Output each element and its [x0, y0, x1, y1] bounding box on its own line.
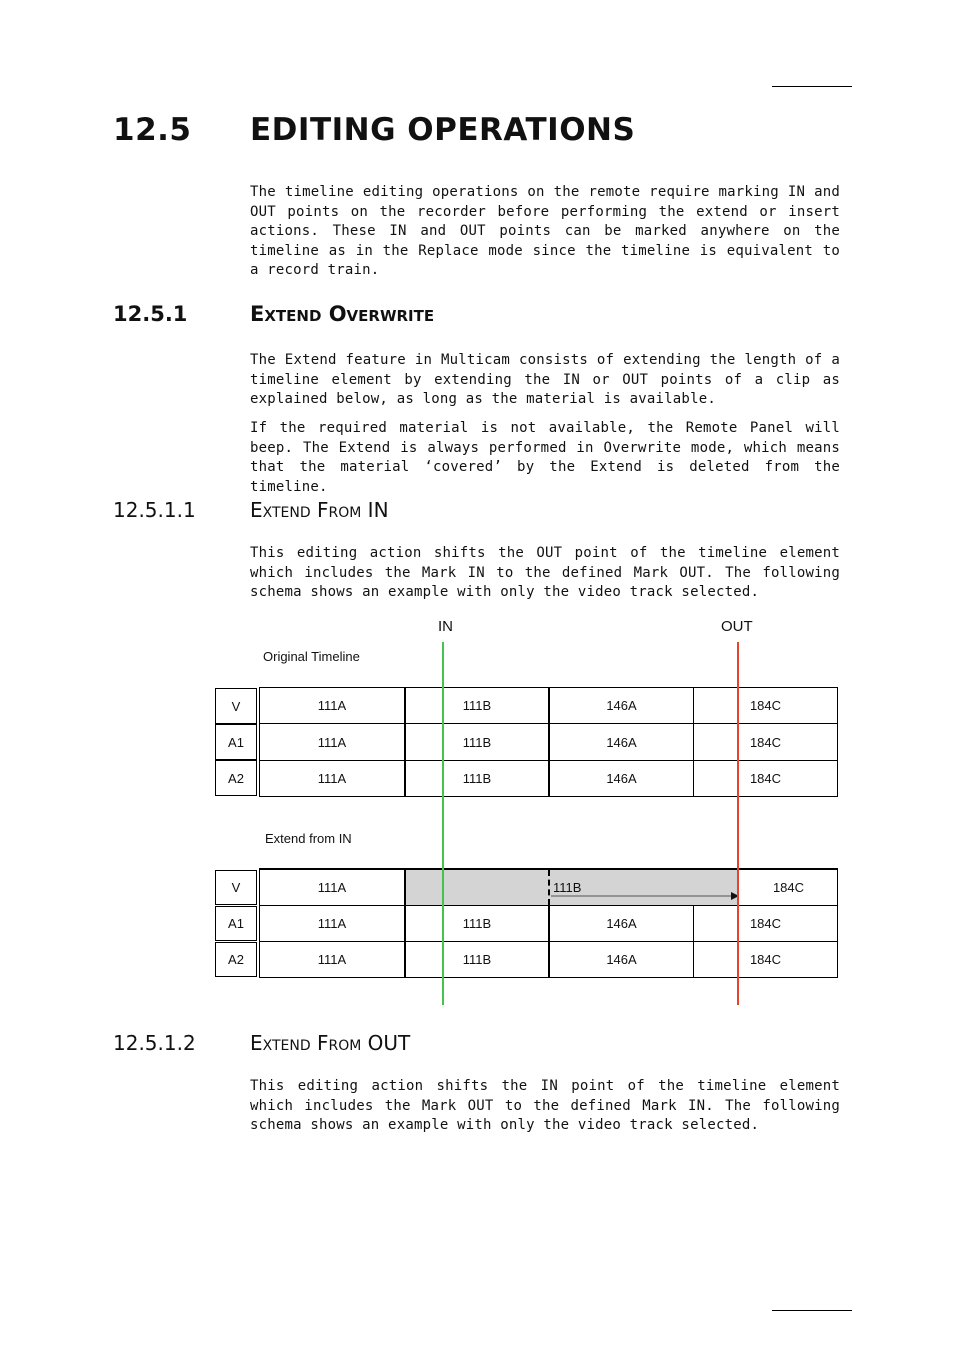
- clip: 111A: [317, 771, 347, 786]
- clip: 146A: [606, 952, 637, 967]
- clip: 184C: [749, 952, 782, 967]
- clip: 184C: [749, 771, 782, 786]
- track-label-v: V: [215, 870, 257, 905]
- clip: 111A: [317, 916, 347, 931]
- track-label-a2: A2: [215, 942, 257, 977]
- clip: 184C: [772, 880, 805, 895]
- track-label-a1: A1: [215, 906, 257, 941]
- sub1-number: 12.5.1.1: [113, 498, 196, 522]
- mark-in-line: [442, 642, 444, 1005]
- section-heading: [113, 112, 635, 148]
- section-number: 12.5: [113, 112, 192, 148]
- clip-extended: 111B: [553, 880, 582, 895]
- sub1-heading: [113, 498, 389, 522]
- track-label-v: V: [215, 688, 257, 724]
- sub1-title: Extend From IN: [250, 498, 389, 522]
- clip: 146A: [606, 734, 637, 750]
- subsection-heading: [113, 302, 434, 326]
- sub2-number: 12.5.1.2: [113, 1031, 196, 1055]
- track-label-a1: A1: [215, 724, 257, 760]
- subsection-title: Extend Overwrite: [250, 302, 435, 326]
- section-intro: The timeline editing operations on the remote require marking IN and OUT points on the recorder before performing the extend or insert actions. These IN and OUT points can be marked anywhere on the timeline as in the Replace mode since the timeline is equivalent to a record train.: [250, 184, 840, 278]
- clip: 111B: [462, 698, 492, 713]
- in-marker-label: IN: [438, 618, 453, 635]
- clip: 184C: [749, 698, 782, 713]
- clip: 111B: [462, 771, 492, 786]
- track-label-a2: A2: [215, 760, 257, 796]
- clip: 111A: [317, 880, 347, 895]
- sub2-para: This editing action shifts the IN point of the timeline element which includes the Mark OUT to the defined Mark IN. The following schema shows an example with only the video track selected.: [250, 1078, 840, 1133]
- footer-rule: [772, 1310, 852, 1311]
- sub2-heading: [113, 1031, 410, 1055]
- sub2-title: Extend From OUT: [250, 1031, 411, 1055]
- subsection-para-1: The Extend feature in Multicam consists of extending the length of a timeline element by extending the IN or OUT points of a clip as explained below, as long as the material is available.: [250, 352, 840, 407]
- section-title: EDITING OPERATIONS: [250, 112, 636, 148]
- clip: 146A: [606, 698, 637, 713]
- clip: 111B: [462, 734, 492, 750]
- out-marker-label: OUT: [721, 618, 753, 635]
- clip: 184C: [749, 916, 782, 931]
- clip: 111B: [462, 952, 492, 967]
- header-rule: [772, 86, 852, 87]
- clip: 146A: [606, 771, 637, 786]
- mark-out-line: [737, 642, 739, 1005]
- clip: 146A: [606, 916, 637, 931]
- extend-from-in-label: Extend from IN: [265, 831, 352, 846]
- clip: 184C: [749, 734, 782, 750]
- clip: 111B: [462, 916, 492, 931]
- sub1-para: This editing action shifts the OUT point of the timeline element which includes the Mark IN to the defined Mark OUT. The following schema shows an example with only the video track selected.: [250, 545, 840, 600]
- original-timeline-label: Original Timeline: [263, 649, 360, 664]
- clip: 111A: [317, 734, 347, 750]
- clip: 111A: [317, 698, 347, 713]
- subsection-para-2: If the required material is not available, the Remote Panel will beep. The Extend is always performed in Overwrite mode, which means that the material ‘covered’ by the Extend is deleted from the timeline.: [250, 420, 840, 495]
- clip: 111A: [317, 952, 347, 967]
- subsection-number: 12.5.1: [113, 302, 188, 326]
